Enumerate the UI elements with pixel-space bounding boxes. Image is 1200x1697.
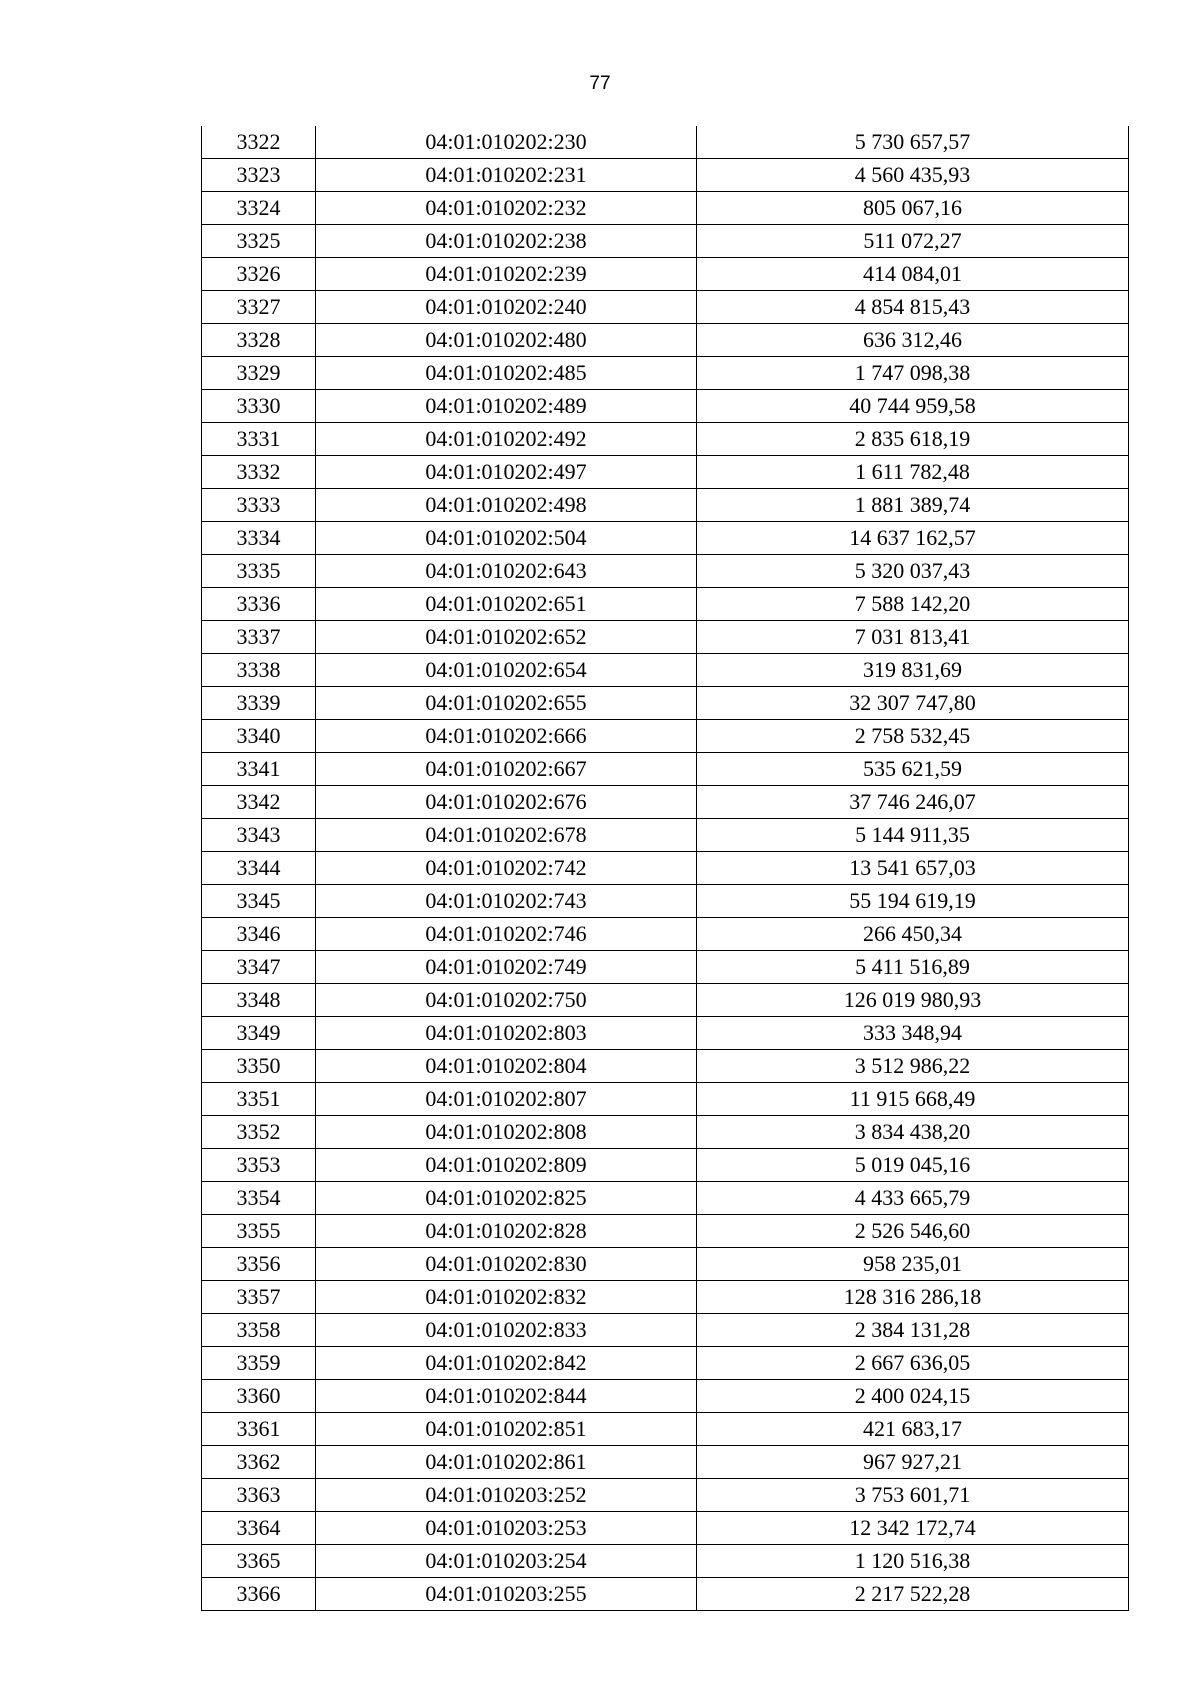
cadastral-number-cell: 04:01:010202:832	[316, 1281, 697, 1314]
table-row	[202, 258, 1129, 291]
table-row	[202, 588, 1129, 621]
cadastral-number-cell: 04:01:010202:808	[316, 1116, 697, 1149]
value-cell: 805 067,16	[697, 192, 1129, 225]
cadastral-number-cell: 04:01:010202:678	[316, 819, 697, 852]
row-number-cell: 3334	[202, 522, 316, 555]
value-cell: 12 342 172,74	[697, 1512, 1129, 1545]
cadastral-number-cell: 04:01:010202:480	[316, 324, 697, 357]
cadastral-number-cell: 04:01:010202:240	[316, 291, 697, 324]
cadastral-number-cell: 04:01:010202:667	[316, 753, 697, 786]
row-number-cell: 3324	[202, 192, 316, 225]
cadastral-number-cell: 04:01:010202:497	[316, 456, 697, 489]
value-cell: 4 560 435,93	[697, 159, 1129, 192]
table-row	[202, 951, 1129, 984]
value-cell: 2 835 618,19	[697, 423, 1129, 456]
table-row	[202, 1545, 1129, 1578]
table-row	[202, 621, 1129, 654]
value-cell: 4 433 665,79	[697, 1182, 1129, 1215]
table-body	[202, 126, 1129, 1611]
row-number-cell: 3327	[202, 291, 316, 324]
table-row	[202, 1446, 1129, 1479]
row-number-cell: 3326	[202, 258, 316, 291]
table-row	[202, 456, 1129, 489]
value-cell: 958 235,01	[697, 1248, 1129, 1281]
table-row	[202, 1017, 1129, 1050]
cadastral-number-cell: 04:01:010202:231	[316, 159, 697, 192]
row-number-cell: 3357	[202, 1281, 316, 1314]
cadastral-number-cell: 04:01:010202:803	[316, 1017, 697, 1050]
row-number-cell: 3353	[202, 1149, 316, 1182]
cadastral-number-cell: 04:01:010203:252	[316, 1479, 697, 1512]
row-number-cell: 3344	[202, 852, 316, 885]
cadastral-number-cell: 04:01:010202:804	[316, 1050, 697, 1083]
table-row	[202, 885, 1129, 918]
table-row	[202, 918, 1129, 951]
row-number-cell: 3360	[202, 1380, 316, 1413]
table-row	[202, 1380, 1129, 1413]
table-row	[202, 687, 1129, 720]
value-cell: 3 753 601,71	[697, 1479, 1129, 1512]
table-row	[202, 654, 1129, 687]
value-cell: 55 194 619,19	[697, 885, 1129, 918]
value-cell: 14 637 162,57	[697, 522, 1129, 555]
table-row	[202, 1083, 1129, 1116]
table-row	[202, 786, 1129, 819]
row-number-cell: 3355	[202, 1215, 316, 1248]
cadastral-number-cell: 04:01:010202:750	[316, 984, 697, 1017]
value-cell: 5 320 037,43	[697, 555, 1129, 588]
value-cell: 7 031 813,41	[697, 621, 1129, 654]
cadastral-number-cell: 04:01:010202:861	[316, 1446, 697, 1479]
table-row	[202, 555, 1129, 588]
value-cell: 5 144 911,35	[697, 819, 1129, 852]
table-row	[202, 1182, 1129, 1215]
value-cell: 3 834 438,20	[697, 1116, 1129, 1149]
value-cell: 5 730 657,57	[697, 126, 1129, 159]
page-number: 77	[589, 73, 611, 94]
row-number-cell: 3350	[202, 1050, 316, 1083]
row-number-cell: 3339	[202, 687, 316, 720]
cadastral-number-cell: 04:01:010202:742	[316, 852, 697, 885]
table-row	[202, 390, 1129, 423]
cadastral-number-cell: 04:01:010202:498	[316, 489, 697, 522]
value-cell: 13 541 657,03	[697, 852, 1129, 885]
cadastral-number-cell: 04:01:010202:492	[316, 423, 697, 456]
cadastral-number-cell: 04:01:010202:232	[316, 192, 697, 225]
row-number-cell: 3343	[202, 819, 316, 852]
row-number-cell: 3354	[202, 1182, 316, 1215]
row-number-cell: 3358	[202, 1314, 316, 1347]
row-number-cell: 3365	[202, 1545, 316, 1578]
value-cell: 421 683,17	[697, 1413, 1129, 1446]
table-row	[202, 852, 1129, 885]
cadastral-value-table	[201, 126, 1129, 1611]
cadastral-number-cell: 04:01:010202:825	[316, 1182, 697, 1215]
cadastral-number-cell: 04:01:010202:833	[316, 1314, 697, 1347]
cadastral-number-cell: 04:01:010202:504	[316, 522, 697, 555]
table-row	[202, 1248, 1129, 1281]
table-row	[202, 192, 1129, 225]
cadastral-number-cell: 04:01:010202:652	[316, 621, 697, 654]
cadastral-number-cell: 04:01:010202:676	[316, 786, 697, 819]
cadastral-number-cell: 04:01:010202:807	[316, 1083, 697, 1116]
value-cell: 266 450,34	[697, 918, 1129, 951]
table-row	[202, 324, 1129, 357]
value-cell: 2 526 546,60	[697, 1215, 1129, 1248]
value-cell: 5 019 045,16	[697, 1149, 1129, 1182]
value-cell: 32 307 747,80	[697, 687, 1129, 720]
row-number-cell: 3361	[202, 1413, 316, 1446]
row-number-cell: 3362	[202, 1446, 316, 1479]
table-row	[202, 1050, 1129, 1083]
row-number-cell: 3356	[202, 1248, 316, 1281]
table-row	[202, 357, 1129, 390]
row-number-cell: 3323	[202, 159, 316, 192]
table-row	[202, 1578, 1129, 1611]
row-number-cell: 3348	[202, 984, 316, 1017]
row-number-cell: 3332	[202, 456, 316, 489]
table-row	[202, 753, 1129, 786]
value-cell: 126 019 980,93	[697, 984, 1129, 1017]
cadastral-number-cell: 04:01:010202:485	[316, 357, 697, 390]
row-number-cell: 3328	[202, 324, 316, 357]
row-number-cell: 3359	[202, 1347, 316, 1380]
row-number-cell: 3325	[202, 225, 316, 258]
value-cell: 37 746 246,07	[697, 786, 1129, 819]
cadastral-number-cell: 04:01:010203:255	[316, 1578, 697, 1611]
table-row	[202, 1479, 1129, 1512]
table-row	[202, 1149, 1129, 1182]
value-cell: 128 316 286,18	[697, 1281, 1129, 1314]
value-cell: 2 667 636,05	[697, 1347, 1129, 1380]
value-cell: 40 744 959,58	[697, 390, 1129, 423]
cadastral-number-cell: 04:01:010202:746	[316, 918, 697, 951]
row-number-cell: 3346	[202, 918, 316, 951]
value-cell: 1 611 782,48	[697, 456, 1129, 489]
row-number-cell: 3347	[202, 951, 316, 984]
cadastral-number-cell: 04:01:010202:643	[316, 555, 697, 588]
cadastral-number-cell: 04:01:010202:828	[316, 1215, 697, 1248]
cadastral-number-cell: 04:01:010203:254	[316, 1545, 697, 1578]
row-number-cell: 3338	[202, 654, 316, 687]
value-cell: 1 881 389,74	[697, 489, 1129, 522]
value-cell: 5 411 516,89	[697, 951, 1129, 984]
cadastral-number-cell: 04:01:010202:651	[316, 588, 697, 621]
row-number-cell: 3352	[202, 1116, 316, 1149]
row-number-cell: 3335	[202, 555, 316, 588]
table-row	[202, 489, 1129, 522]
value-cell: 1 747 098,38	[697, 357, 1129, 390]
cadastral-number-cell: 04:01:010202:749	[316, 951, 697, 984]
table-row	[202, 984, 1129, 1017]
row-number-cell: 3345	[202, 885, 316, 918]
row-number-cell: 3340	[202, 720, 316, 753]
value-cell: 2 758 532,45	[697, 720, 1129, 753]
row-number-cell: 3351	[202, 1083, 316, 1116]
row-number-cell: 3330	[202, 390, 316, 423]
value-cell: 1 120 516,38	[697, 1545, 1129, 1578]
table-row	[202, 1116, 1129, 1149]
value-cell: 511 072,27	[697, 225, 1129, 258]
row-number-cell: 3336	[202, 588, 316, 621]
row-number-cell: 3322	[202, 126, 316, 159]
cadastral-number-cell: 04:01:010202:238	[316, 225, 697, 258]
cadastral-number-cell: 04:01:010202:666	[316, 720, 697, 753]
table-row	[202, 1281, 1129, 1314]
row-number-cell: 3349	[202, 1017, 316, 1050]
cadastral-number-cell: 04:01:010203:253	[316, 1512, 697, 1545]
cadastral-number-cell: 04:01:010202:851	[316, 1413, 697, 1446]
row-number-cell: 3366	[202, 1578, 316, 1611]
value-cell: 535 621,59	[697, 753, 1129, 786]
value-cell: 2 400 024,15	[697, 1380, 1129, 1413]
value-cell: 4 854 815,43	[697, 291, 1129, 324]
row-number-cell: 3329	[202, 357, 316, 390]
cadastral-number-cell: 04:01:010202:830	[316, 1248, 697, 1281]
value-cell: 636 312,46	[697, 324, 1129, 357]
cadastral-number-cell: 04:01:010202:842	[316, 1347, 697, 1380]
table-row	[202, 423, 1129, 456]
cadastral-number-cell: 04:01:010202:239	[316, 258, 697, 291]
value-cell: 7 588 142,20	[697, 588, 1129, 621]
row-number-cell: 3331	[202, 423, 316, 456]
cadastral-number-cell: 04:01:010202:489	[316, 390, 697, 423]
table-row	[202, 291, 1129, 324]
row-number-cell: 3342	[202, 786, 316, 819]
row-number-cell: 3363	[202, 1479, 316, 1512]
row-number-cell: 3341	[202, 753, 316, 786]
cadastral-number-cell: 04:01:010202:655	[316, 687, 697, 720]
row-number-cell: 3337	[202, 621, 316, 654]
row-number-cell: 3333	[202, 489, 316, 522]
cadastral-number-cell: 04:01:010202:654	[316, 654, 697, 687]
table-row	[202, 1512, 1129, 1545]
value-cell: 2 217 522,28	[697, 1578, 1129, 1611]
cadastral-number-cell: 04:01:010202:809	[316, 1149, 697, 1182]
table-row	[202, 225, 1129, 258]
value-cell: 967 927,21	[697, 1446, 1129, 1479]
table-row	[202, 1215, 1129, 1248]
cadastral-number-cell: 04:01:010202:230	[316, 126, 697, 159]
table-row	[202, 1347, 1129, 1380]
value-cell: 319 831,69	[697, 654, 1129, 687]
cadastral-number-cell: 04:01:010202:844	[316, 1380, 697, 1413]
table-row	[202, 522, 1129, 555]
table-row	[202, 819, 1129, 852]
cadastral-number-cell: 04:01:010202:743	[316, 885, 697, 918]
value-cell: 3 512 986,22	[697, 1050, 1129, 1083]
value-cell: 414 084,01	[697, 258, 1129, 291]
row-number-cell: 3364	[202, 1512, 316, 1545]
table-row	[202, 720, 1129, 753]
table-row	[202, 1314, 1129, 1347]
table-row	[202, 159, 1129, 192]
table-row	[202, 1413, 1129, 1446]
value-cell: 333 348,94	[697, 1017, 1129, 1050]
value-cell: 2 384 131,28	[697, 1314, 1129, 1347]
value-cell: 11 915 668,49	[697, 1083, 1129, 1116]
table-row	[202, 126, 1129, 159]
